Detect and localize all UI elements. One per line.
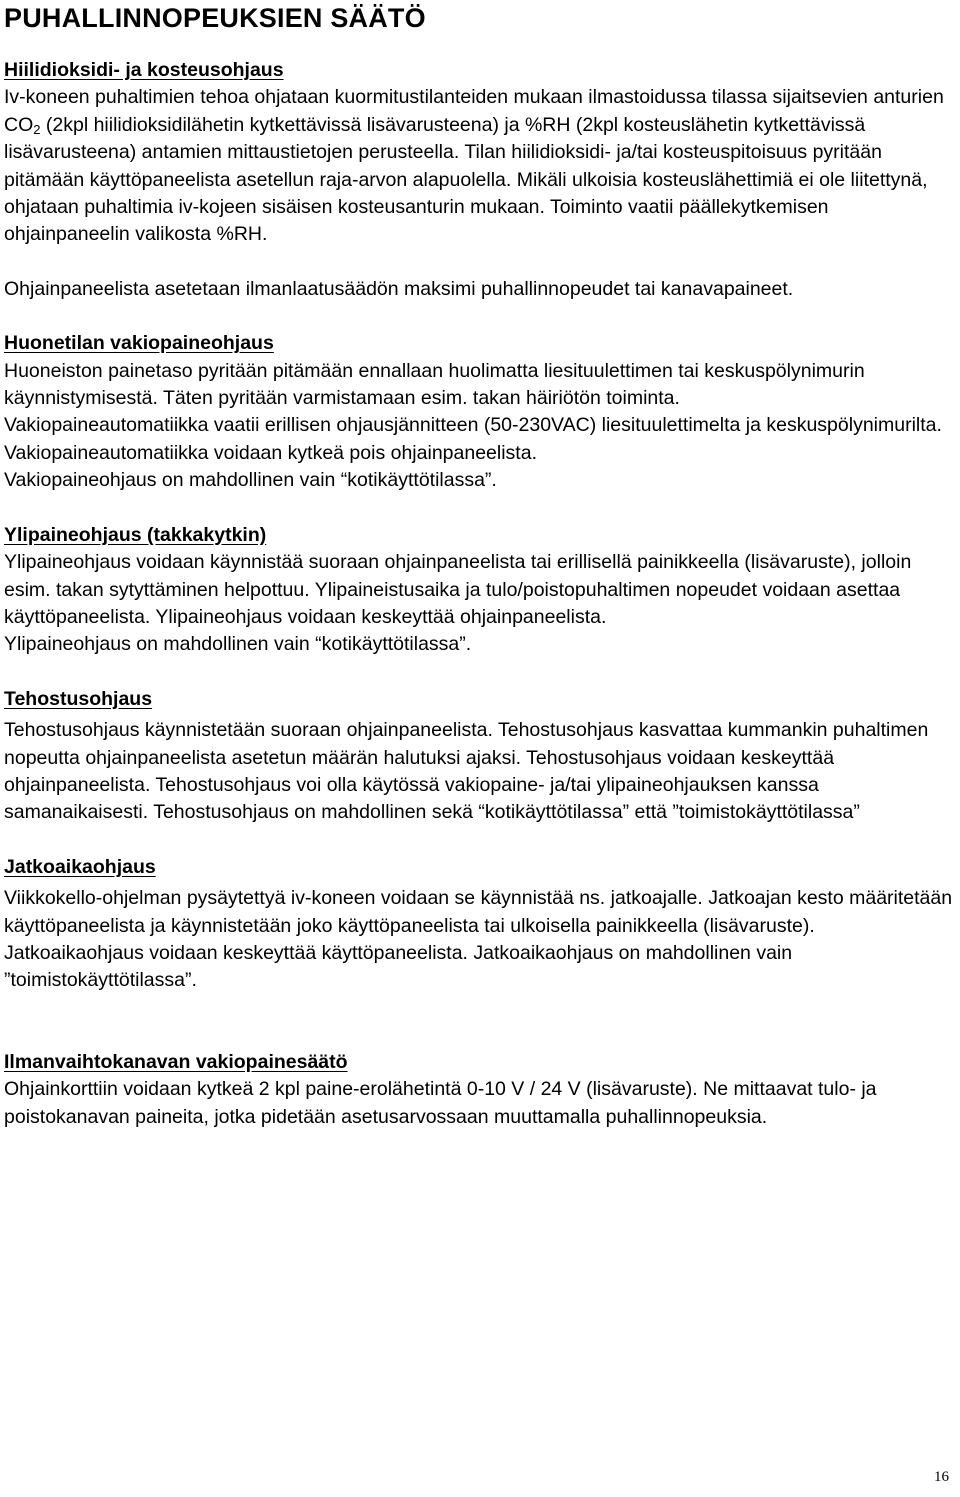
section-paragraph: Viikkokello-ohjelman pysäytettyä iv-koneen voidaan se käynnistää ns. jatkoajalle. Jatkoajan kesto määritetään käyttöpaneelista ja käynnistetään joko käyttöpaneelista tai ulkoisella painikkeella (lisävaruste). Jatkoaikaohjaus voidaan keskeyttää käyttöpaneelista. Jatkoaikaohjaus on mahdollinen vain ”toimistokäyttötilassa”. bbox=[4, 887, 953, 992]
section-paragraph: Ylipaineohjaus voidaan käynnistää suoraan ohjainpaneelista tai erillisellä painikkeella (lisävaruste), jolloin esim. takan sytyttäminen helpottuu. Ylipaineistusaika ja tulo/poistopuhaltimen nopeudet voidaan asettaa käyttöpaneelista. Ylipaineohjaus voidaan keskeyttää ohjainpaneelista. bbox=[4, 551, 912, 628]
section-heading: Hiilidioksidi- ja kosteusohjaus bbox=[4, 59, 284, 81]
section-heading: Huonetilan vakiopaineohjaus bbox=[4, 332, 274, 355]
section-co2-humidity-control bbox=[4, 57, 956, 303]
section-paragraph: Huoneiston painetaso pyritään pitämään ennallaan huolimatta liesituulettimen tai keskuspölynimurin käynnistymisestä. Täten pyritään varmistamaan esim. takan häiriötön toiminta. bbox=[4, 359, 865, 410]
section-paragraph: Ohjainpaneelista asetetaan ilmanlaatusäädön maksimi puhallinnopeudet tai kanavapaineet. bbox=[4, 277, 794, 300]
section-paragraph: Ohjainkorttiin voidaan kytkeä 2 kpl paine-erolähetintä 0-10 V / 24 V (lisävaruste). Ne mittaavat tulo- ja poistokanavan paineita, jotka pidetään asetusarvossaan muuttamalla puhallinnopeuksia. bbox=[4, 1078, 877, 1128]
section-paragraph: Vakiopaineohjaus on mahdollinen vain “kotikäyttötilassa”. bbox=[4, 469, 497, 492]
section-paragraph bbox=[4, 84, 956, 248]
section-paragraph: Vakiopaineautomatiikka vaatii erillisen ohjausjännitteen (50-230VAC) liesituulettimelta ja keskuspölynimurilta. Vakiopaineautomatiikka voidaan kytkeä pois ohjainpaneelista. bbox=[4, 414, 942, 464]
section-heading: Ilmanvaihtokanavan vakiopainesäätö bbox=[4, 1050, 348, 1073]
section-heading: Ylipaineohjaus (takkakytkin) bbox=[4, 523, 267, 546]
section-boost-control bbox=[4, 686, 956, 827]
section-constant-pressure-control bbox=[4, 330, 956, 494]
subscript-text: 2 bbox=[33, 121, 41, 137]
section-extended-time-control bbox=[4, 854, 956, 995]
section-overpressure-control bbox=[4, 522, 956, 659]
section-paragraph: Tehostusohjaus käynnistetään suoraan ohjainpaneelista. Tehostusohjaus kasvattaa kummankin puhaltimen nopeutta ohjainpaneelista asetetun määrän halutuksi ajaksi. Tehostusohjaus voidaan keskeyttää ohjainpaneelista. Tehostusohjaus voi olla käytössä vakiopaine- ja/tai ylipaineohjauksen kanssa samanaikaisesti. Tehostusohjaus on mahdollinen sekä “kotikäyttötilassa” että ”toimistokäyttötilassa” bbox=[4, 719, 929, 824]
section-heading: Jatkoaikaohjaus bbox=[4, 855, 156, 878]
document-page bbox=[4, 0, 956, 1131]
section-duct-pressure-control bbox=[4, 1049, 956, 1131]
section-paragraph: Ylipaineohjaus on mahdollinen vain “kotikäyttötilassa”. bbox=[4, 633, 472, 656]
page-number: 16 bbox=[934, 1469, 949, 1485]
paragraph-text: Iv-koneen puhaltimien tehoa ohjataan kuormitustilanteiden mukaan ilmastoidussa tilassa sijaitsevien anturien CO bbox=[4, 86, 944, 136]
page-title: PUHALLINNOPEUKSIEN SÄÄTÖ bbox=[4, 3, 426, 33]
paragraph-text: (2kpl hiilidioksidilähetin kytkettävissä lisävarusteena) ja %RH (2kpl kosteuslähetin kytkettävissä lisävarusteena) antamien mittaustietojen perusteella. Tilan hiilidioksidi- ja/tai kosteuspitoisuus pyritään pitämään käyttöpaneelista asetellun raja-arvon alapuolella. Mikäli ulkoisia kosteuslähettimiä ei ole liitettynä, ohjataan puhaltimia iv-kojeen sisäisen kosteusanturin mukaan. Toiminto vaatii päällekytkemisen ohjainpaneelin valikosta %RH. bbox=[4, 113, 928, 246]
section-heading: Tehostusohjaus bbox=[4, 687, 153, 710]
